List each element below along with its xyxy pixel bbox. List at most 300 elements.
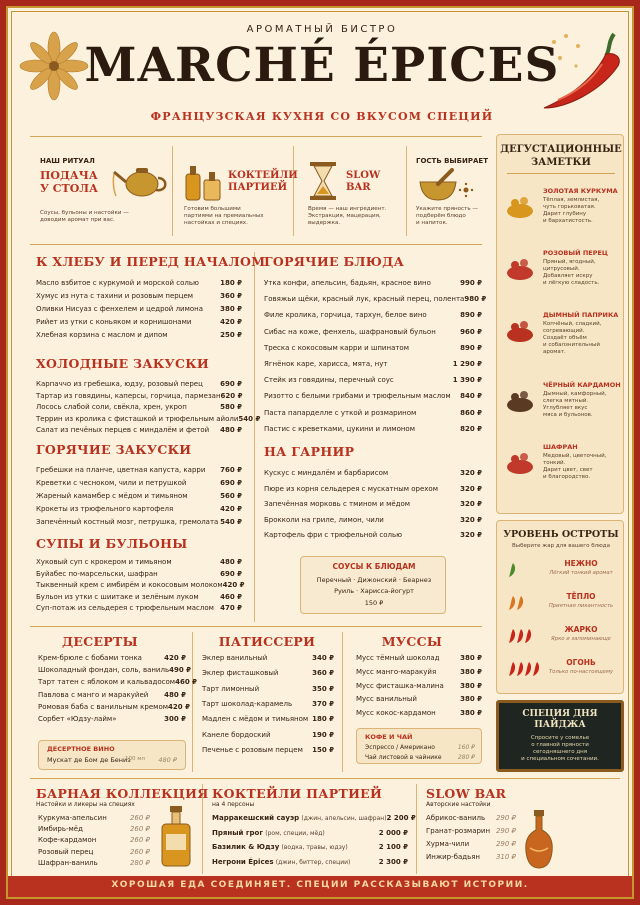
heat-level-name: ЖАРКО <box>564 625 598 634</box>
menu-item-price: 300 ₽ <box>164 715 186 723</box>
menu-item-name: Шоколадный фондан, соль, ваниль <box>38 666 170 675</box>
menu-item <box>356 709 482 717</box>
menu-item-price: 420 ₽ <box>168 702 190 711</box>
menu-item-name: Террин из кролика с фисташкой и трюфельным айоли <box>36 414 239 423</box>
menu-item-name: Ромовая баба с ванильным кремом <box>38 702 169 711</box>
menu-item <box>36 558 242 566</box>
menu-item-name: Жареный камамбер с мёдом и тимьяном <box>36 492 188 500</box>
tasting-note-title: ШАФРАН <box>543 443 578 451</box>
chili-rating-icon <box>507 660 541 678</box>
menu-item-name: Куркума-апельсин <box>38 814 107 822</box>
tasting-note-text: и лёгкую сладость. <box>543 280 600 286</box>
menu-item-price: 420 ₽ <box>222 581 245 589</box>
menu-item <box>264 500 482 508</box>
menu-item-name: Запечённый костный мозг, петрушка, гремолата <box>36 518 219 526</box>
tasting-note-text: тонкий. <box>543 460 566 466</box>
menu-item-name: Мадлен с мёдом и тимьяном <box>202 715 309 724</box>
menu-item-price: 260 ₽ <box>129 814 150 822</box>
menu-item <box>356 695 482 703</box>
header-subtitle: ФРАНЦУЗСКАЯ КУХНЯ СО ВКУСОМ СПЕЦИЙ <box>150 110 494 123</box>
menu-item <box>426 827 516 835</box>
section-title-batch: КОКТЕЙЛИ ПАРТИЕЙ <box>212 786 383 801</box>
menu-item-name: Сорбет «Юдзу-лайм» <box>38 715 117 723</box>
menu-item-price: 540 ₽ <box>220 518 242 526</box>
menu-item-price: 690 ₽ <box>220 479 242 487</box>
menu-item <box>264 392 482 400</box>
menu-item-price: 320 ₽ <box>460 469 482 477</box>
chalk-title: СПЕЦИЯ ДНЯ ПАЙДЖА <box>522 709 598 730</box>
menu-page <box>6 6 634 899</box>
menu-item-name: Мусс фисташка-малина <box>356 681 444 690</box>
menu-item-price: 470 ₽ <box>220 604 242 612</box>
section-title-bread: К ХЛЕБУ И ПЕРЕД НАЧАЛОМ <box>36 254 266 269</box>
section-title-sides: НА ГАРНИР <box>264 444 355 459</box>
menu-item-name: Кофе-кардамон <box>38 836 97 845</box>
menu-item-name: Хурма-чили <box>426 840 470 848</box>
tasting-note-text: слегка мятный. <box>543 398 589 404</box>
menu-item-name: Хлебная корзина с маслом и дипом <box>36 331 168 339</box>
menu-item-name: Пюре из корня сельдерея с мускатным орехом <box>264 484 438 493</box>
dessert-wine-price: 480 ₽ <box>158 756 177 764</box>
menu-item-name: Запечённая морковь с тмином и мёдом <box>264 500 411 508</box>
section-title-mousses: МУССЫ <box>381 634 443 649</box>
menu-item <box>264 295 487 304</box>
tasting-note-title: РОЗОВЫЙ ПЕРЕЦ <box>543 249 608 257</box>
menu-item <box>264 409 482 417</box>
menu-item-description: (ром, специи, мёд) <box>265 829 325 837</box>
tasting-note-title: ДЫМНЫЙ ПАПРИКА <box>543 311 619 319</box>
menu-item <box>202 746 334 754</box>
intro-title: ПОДАЧА У СТОЛА <box>40 169 98 195</box>
tasting-note-text: Копчёный, сладкий, <box>543 321 602 327</box>
menu-item-name: Гранат-розмарин <box>426 827 491 835</box>
menu-item <box>426 853 516 861</box>
menu-item-name: Буйабес по-марсельски, шафран <box>36 569 158 578</box>
hourglass-icon <box>308 160 338 202</box>
footer-slogan: ХОРОШАЯ ЕДА СОЕДИНЯЕТ. СПЕЦИИ РАССКАЗЫВАЮТ ИСТОРИИ. <box>111 880 529 890</box>
menu-item <box>38 825 150 833</box>
heat-level-description: Только по-настоящему <box>548 669 614 675</box>
tasting-note-text: Дарит цвет, свет <box>543 467 593 473</box>
coffee-title: КОФЕ И ЧАЙ <box>365 733 413 741</box>
menu-item <box>264 376 482 384</box>
menu-item <box>36 305 242 313</box>
tasting-note-text: мяса и бульонов. <box>543 412 593 418</box>
menu-item-price: 980 ₽ <box>464 295 487 304</box>
menu-item <box>38 702 190 711</box>
menu-item <box>36 392 242 400</box>
menu-item <box>36 492 242 500</box>
tasting-note-text: Создаёт объём <box>543 335 587 341</box>
menu-item-price: 290 ₽ <box>495 827 516 835</box>
tasting-note-title: ЗОЛОТАЯ КУРКУМА <box>543 187 618 195</box>
menu-item-name: Стейк из говядины, перечный соус <box>264 376 394 385</box>
menu-item <box>264 344 482 352</box>
menu-item-name: Ягнёнок каре, харисса, мята, нут <box>264 360 388 368</box>
tasting-note-title: ЧЁРНЫЙ КАРДАМОН <box>543 381 621 389</box>
menu-item-name: Ризотто с белыми грибами и трюфельным маслом <box>264 392 451 401</box>
menu-item <box>38 654 186 662</box>
menu-item-name: Эклер ванильный <box>202 654 268 662</box>
liqueur-bottle-icon <box>158 804 194 870</box>
menu-item-price: 360 ₽ <box>312 669 334 678</box>
bar-subtitle: Настойки и ликеры на специях <box>36 801 135 808</box>
menu-item-name: Розовый перец <box>38 847 94 856</box>
menu-item-name: Говяжьи щёки, красный лук, красный перец, полента <box>264 295 465 304</box>
sauces-title: СОУСЫ К БЛЮДАМ <box>332 562 416 571</box>
tasting-note-text: аромат. <box>543 349 566 355</box>
chalk-text: Спросите у сомелье о главной пряности сегодняшнего дня и специальном сочетании. <box>521 735 599 762</box>
menu-item-price: 890 ₽ <box>460 311 482 320</box>
menu-item-name: Утка конфи, апельсин, бадьян, красное вино <box>264 279 431 287</box>
menu-item-name: Кускус с миндалём и барбарисом <box>264 469 389 477</box>
menu-item-price: 480 ₽ <box>164 690 186 699</box>
menu-item-price: 1 390 ₽ <box>452 376 482 385</box>
menu-item-price: 310 ₽ <box>495 853 516 861</box>
chili-rating-icon <box>507 561 541 579</box>
menu-item <box>38 691 186 699</box>
menu-item-price: 350 ₽ <box>312 684 334 693</box>
menu-item-price: 260 ₽ <box>129 836 150 845</box>
menu-item-price: 370 ₽ <box>312 699 334 708</box>
menu-item-price: 290 ₽ <box>495 814 516 822</box>
coffee-item: Чай листовой в чайнике 280 ₽ <box>365 754 475 761</box>
turmeric-icon <box>505 191 535 221</box>
menu-item <box>202 715 334 723</box>
menu-item <box>426 814 516 822</box>
heat-level-description: Приятная пикантность <box>548 603 614 609</box>
batch-subtitle: на 4 персоны <box>212 801 255 808</box>
menu-item-name: Крем-брюле с бобами тонка <box>38 654 142 662</box>
menu-item-name: Карпаччо из гребешка, юдзу, розовый перец <box>36 380 203 388</box>
heat-card <box>496 520 624 694</box>
section-title-desserts: ДЕСЕРТЫ <box>62 634 138 649</box>
menu-item-name: Тарт лимонный <box>202 684 260 693</box>
intro-text: Время — наш ингредиент. Экстракция, мацерация, выдержка. <box>308 206 387 226</box>
menu-item-price: 180 ₽ <box>220 279 242 287</box>
menu-item <box>212 829 408 837</box>
tasting-note-text: Дымный, камфорный, <box>543 391 607 397</box>
paprika-icon <box>505 315 535 345</box>
heat-title: УРОВЕНЬ ОСТРОТЫ <box>503 529 619 540</box>
bottles-icon <box>182 160 226 202</box>
coffee-card <box>356 728 482 764</box>
dessert-wine-title: ДЕСЕРТНОЕ ВИНО <box>47 745 115 753</box>
menu-item-price: 380 ₽ <box>460 681 482 690</box>
intro-eyebrow: НАШ РИТУАЛ <box>40 157 95 165</box>
menu-item-name: Тыквенный крем с имбирём и кокосовым молоком <box>36 581 223 589</box>
menu-item-name: Хуковый суп с крокером и тимьяном <box>36 558 172 566</box>
menu-item-price: 540 ₽ <box>238 414 261 423</box>
menu-item-price: 820 ₽ <box>460 424 482 433</box>
menu-item <box>36 593 242 601</box>
menu-item-price: 360 ₽ <box>220 292 242 300</box>
menu-item <box>36 426 242 434</box>
menu-item-description: (водка, травы, юдзу) <box>281 844 348 851</box>
chili-rating-icon <box>507 627 541 645</box>
menu-item-name: Паста папарделле с уткой и розмарином <box>264 408 417 417</box>
menu-item-name: Пряный грог <box>212 828 264 837</box>
tasting-title: ДЕГУСТАЦИОННЫЕ ЗАМЕТКИ <box>500 144 622 168</box>
section-title-bar: БАРНАЯ КОЛЛЕКЦИЯ <box>36 786 209 801</box>
saffron-icon <box>505 447 535 477</box>
menu-item <box>36 414 261 423</box>
menu-item <box>36 505 242 513</box>
menu-item <box>36 604 242 612</box>
menu-item-price: 250 ₽ <box>220 331 242 339</box>
menu-item-price: 2 100 ₽ <box>378 843 408 851</box>
menu-item-name: Инжир-бадьян <box>426 853 480 861</box>
menu-item-price: 2 300 ₽ <box>378 857 408 866</box>
tasting-note-text: цитрусовый. <box>543 266 580 272</box>
tasting-note-text: и собалзнительный <box>543 342 600 348</box>
heat-level-name: НЕЖНО <box>564 559 598 568</box>
section-title-hot-starters: ГОРЯЧИЕ ЗАКУСКИ <box>36 442 192 457</box>
chili-rating-icon <box>507 594 541 612</box>
menu-item-price: 280 ₽ <box>129 858 150 867</box>
section-title-cold: ХОЛОДНЫЕ ЗАКУСКИ <box>36 356 209 371</box>
menu-item <box>36 518 242 526</box>
menu-item-price: 580 ₽ <box>220 403 242 411</box>
menu-item-name: Эклер фисташковый <box>202 669 279 678</box>
menu-item <box>36 331 242 339</box>
menu-item <box>202 731 334 739</box>
menu-item <box>36 292 242 300</box>
chalkboard-special <box>496 700 624 772</box>
menu-item-price: 890 ₽ <box>460 343 482 352</box>
menu-item-name: Мусс манго-маракуйя <box>356 667 437 676</box>
menu-item-name: Мусс тёмный шоколад <box>356 654 440 662</box>
sauces-line-1: Перечный · Дижонский · Беарнез <box>316 576 432 584</box>
menu-item-price: 380 ₽ <box>220 305 242 313</box>
menu-item-name: Пастис с креветками, цукини и лимоном <box>264 424 415 433</box>
menu-item-name: Брокколи на гриле, лимон, чили <box>264 515 384 524</box>
menu-item-price: 320 ₽ <box>460 500 482 508</box>
menu-item-price: 260 ₽ <box>129 825 150 834</box>
heat-level-name: ОГОНЬ <box>566 658 596 667</box>
menu-item-price: 2 000 ₽ <box>378 828 408 837</box>
tasting-note-text: и благородство. <box>543 474 591 480</box>
sauces-price: 150 ₽ <box>364 599 384 607</box>
menu-item-price: 620 ₽ <box>220 391 243 400</box>
tasting-note-text: чуть горьковатая. <box>543 204 596 210</box>
menu-item-price: 480 ₽ <box>220 558 242 566</box>
menu-item <box>38 848 150 856</box>
menu-item-price: 840 ₽ <box>460 392 482 401</box>
menu-item <box>36 570 242 578</box>
menu-item <box>38 715 186 723</box>
menu-item-name: Бульон из утки с шиитаке и зелёным луком <box>36 592 199 601</box>
menu-item-name: Мусс кокос-кардамон <box>356 709 436 718</box>
menu-item <box>264 425 482 433</box>
menu-item-name: Тарт шоколад-карамель <box>202 699 293 708</box>
menu-item <box>356 668 482 676</box>
intro-title: КОКТЕЙЛИ ПАРТИЕЙ <box>228 170 298 193</box>
menu-item-price: 290 ₽ <box>495 840 516 848</box>
dessert-wine-volume: 100 мл <box>125 756 145 762</box>
sauces-card <box>300 556 446 614</box>
footer-band <box>8 876 632 897</box>
heat-level-name: ТЁПЛО <box>566 592 596 601</box>
menu-item-price: 760 ₽ <box>220 466 242 474</box>
menu-item-name: Лосось слабой соли, свёкла, хрен, укроп <box>36 403 187 411</box>
section-title-soups: СУПЫ И БУЛЬОНЫ <box>36 536 188 551</box>
menu-item-price: 420 ₽ <box>220 318 242 326</box>
menu-item <box>36 479 242 487</box>
menu-item-name: Базилик & Юдзу <box>212 843 280 851</box>
teapot-icon <box>112 158 168 200</box>
intro-text: Готовим большими партиями на премиальных настойках и специях. <box>184 206 264 226</box>
menu-item <box>264 279 482 287</box>
menu-item-price: 320 ₽ <box>460 484 482 493</box>
section-title-slowbar: SLOW BAR <box>426 786 507 801</box>
menu-item-name: Оливки Нисуаз с фенхелем и цедрой лимона <box>36 305 204 313</box>
menu-item-price: 190 ₽ <box>312 730 334 739</box>
menu-item <box>36 466 242 474</box>
menu-item <box>202 685 334 693</box>
menu-item <box>38 859 150 867</box>
menu-item-name: Филе кролика, горчица, тархун, белое вино <box>264 311 427 320</box>
menu-item-description: (джин, биттер, специи) <box>275 858 351 866</box>
heat-level-description: Лёгкий тонкий аромат <box>549 570 613 576</box>
tasting-note-text: Дарит глубину <box>543 211 587 217</box>
menu-item-name: Картофель фри с трюфельной солью <box>264 531 403 539</box>
menu-item <box>38 836 150 844</box>
menu-item-name: Канеле бордоский <box>202 730 271 739</box>
restaurant-title: MARCHÉ ÉPICES <box>84 38 560 93</box>
dessert-wine-name: Мускат де Бом де Бениз <box>47 756 131 764</box>
tasting-note-text: Углубляет вкус <box>543 405 588 411</box>
menu-item-name: Рийет из утки с коньяком и корнишонами <box>36 318 192 326</box>
menu-item <box>36 380 242 388</box>
menu-item <box>36 581 245 589</box>
menu-item-price: 420 ₽ <box>220 505 242 513</box>
section-title-patisserie: ПАТИССЕРИ <box>218 634 316 649</box>
menu-item-name: Салат из печёных перцев с миндалём и фетой <box>36 426 210 434</box>
menu-item-price: 460 ₽ <box>220 592 242 601</box>
menu-item <box>264 360 482 368</box>
menu-item-name: Суп-потаж из сельдерея с трюфельным маслом <box>36 604 214 612</box>
menu-item <box>212 814 416 822</box>
menu-item-name: Абрикос-ваниль <box>426 814 486 822</box>
intro-text: Соусы, бульоны и настойки — доводим аромат при вас. <box>40 210 129 223</box>
menu-item-price: 320 ₽ <box>460 531 482 539</box>
menu-item-name: Гребешки на планче, цветная капуста, карри <box>36 466 206 474</box>
menu-item-price: 380 ₽ <box>460 654 482 662</box>
tasting-note-text: согревающий. <box>543 328 585 334</box>
intro-text: Укажите пряность — подберём блюдо и напиток. <box>416 206 479 226</box>
tasting-note-text: Медовый, цветочный, <box>543 453 607 459</box>
sauces-line-2: Руиль · Харисса-йогурт <box>334 587 414 595</box>
intro-eyebrow: ГОСТЬ ВЫБИРАЕТ <box>416 157 488 165</box>
cardamom-icon <box>505 385 535 415</box>
menu-item-price: 1 290 ₽ <box>452 360 482 368</box>
menu-item-name: Треска с кокосовым карри и шпинатом <box>264 343 409 352</box>
tasting-note-text: Пряный, ягодный, <box>543 259 596 265</box>
menu-item-name: Сибас на коже, фенхель, шафрановый бульон <box>264 327 436 336</box>
menu-item-description: (джин, апельсин, шафран) <box>301 815 387 822</box>
menu-item-name: Марракешский сауэр <box>212 814 300 822</box>
menu-item-price: 990 ₽ <box>460 279 482 287</box>
menu-item <box>38 666 192 675</box>
menu-item-name: Тартар из говядины, каперсы, горчица, пармезан <box>36 391 221 400</box>
menu-item <box>264 485 482 493</box>
section-title-mains: ГОРЯЧИЕ БЛЮДА <box>264 254 405 269</box>
menu-item <box>264 469 482 477</box>
header-kicker: АРОМАТНЫЙ БИСТРО <box>246 24 398 35</box>
menu-item-name: Мусс ванильный <box>356 695 417 704</box>
menu-item <box>36 403 242 411</box>
menu-item <box>38 814 150 822</box>
menu-item <box>426 840 516 848</box>
menu-item-price: 2 200 ₽ <box>386 814 416 822</box>
menu-item-price: 690 ₽ <box>220 380 242 388</box>
menu-item-name: Хумус из нута с тахини и розовым перцем <box>36 292 194 300</box>
menu-item-price: 860 ₽ <box>460 408 482 417</box>
menu-item-name: Масло взбитое с куркумой и морской солью <box>36 279 199 287</box>
menu-item-price: 320 ₽ <box>460 515 482 524</box>
heat-level-description: Ярко и запоминающе <box>551 636 611 642</box>
tasting-note-text: и бархатистость. <box>543 218 593 224</box>
menu-item <box>212 843 408 851</box>
menu-item-price: 380 ₽ <box>460 709 482 718</box>
slowbar-subtitle: Авторские настойки <box>426 801 491 808</box>
menu-item <box>264 328 482 336</box>
menu-item-name: Тарт татен с яблоком и кальвадосом <box>38 678 176 687</box>
menu-item <box>36 279 242 287</box>
menu-item <box>356 654 482 662</box>
menu-item-name: Крокеты из трюфельного картофеля <box>36 505 174 513</box>
menu-item-price: 490 ₽ <box>169 666 192 675</box>
menu-item-price: 960 ₽ <box>460 327 482 336</box>
tasting-notes-card <box>496 134 624 514</box>
menu-item-name: Имбирь-мёд <box>38 825 83 834</box>
menu-item <box>36 318 242 326</box>
menu-item <box>38 678 198 687</box>
menu-item <box>264 311 482 319</box>
menu-item <box>212 858 408 866</box>
menu-item-name: Креветки с чесноком, чили и петрушкой <box>36 479 187 487</box>
menu-item <box>202 669 334 677</box>
intro-title: SLOW BAR <box>346 170 381 193</box>
dessert-wine-card <box>38 740 186 770</box>
menu-item-price: 560 ₽ <box>220 492 242 500</box>
menu-item-name: Павлова с манго и маракуйей <box>38 690 149 699</box>
menu-item-price: 420 ₽ <box>164 654 186 662</box>
menu-item-price: 380 ₽ <box>460 667 482 676</box>
menu-item <box>264 531 482 539</box>
menu-item-price: 460 ₽ <box>175 678 198 687</box>
pink-pepper-icon <box>505 253 535 283</box>
menu-item <box>202 700 334 708</box>
menu-item-price: 180 ₽ <box>312 715 334 724</box>
heat-subtitle: Выберите жар для вашего блюда <box>512 543 610 549</box>
coffee-item: Эспрессо / Американо 160 ₽ <box>365 744 475 751</box>
menu-item-price: 260 ₽ <box>129 847 150 856</box>
menu-item <box>202 654 334 662</box>
menu-item-price: 690 ₽ <box>220 569 242 578</box>
menu-item <box>264 516 482 524</box>
tasting-note-text: Тёплая, землистая, <box>543 197 600 203</box>
menu-item-price: 480 ₽ <box>220 426 242 434</box>
mortar-icon <box>416 168 476 202</box>
menu-item-price: 380 ₽ <box>460 695 482 704</box>
menu-item-name: Шафран-ваниль <box>38 858 98 867</box>
menu-item-price: 150 ₽ <box>312 745 334 754</box>
tasting-note-text: Добавляет искру <box>543 273 593 279</box>
menu-item <box>356 682 482 690</box>
menu-item-name: Негрони Épices <box>212 857 274 866</box>
